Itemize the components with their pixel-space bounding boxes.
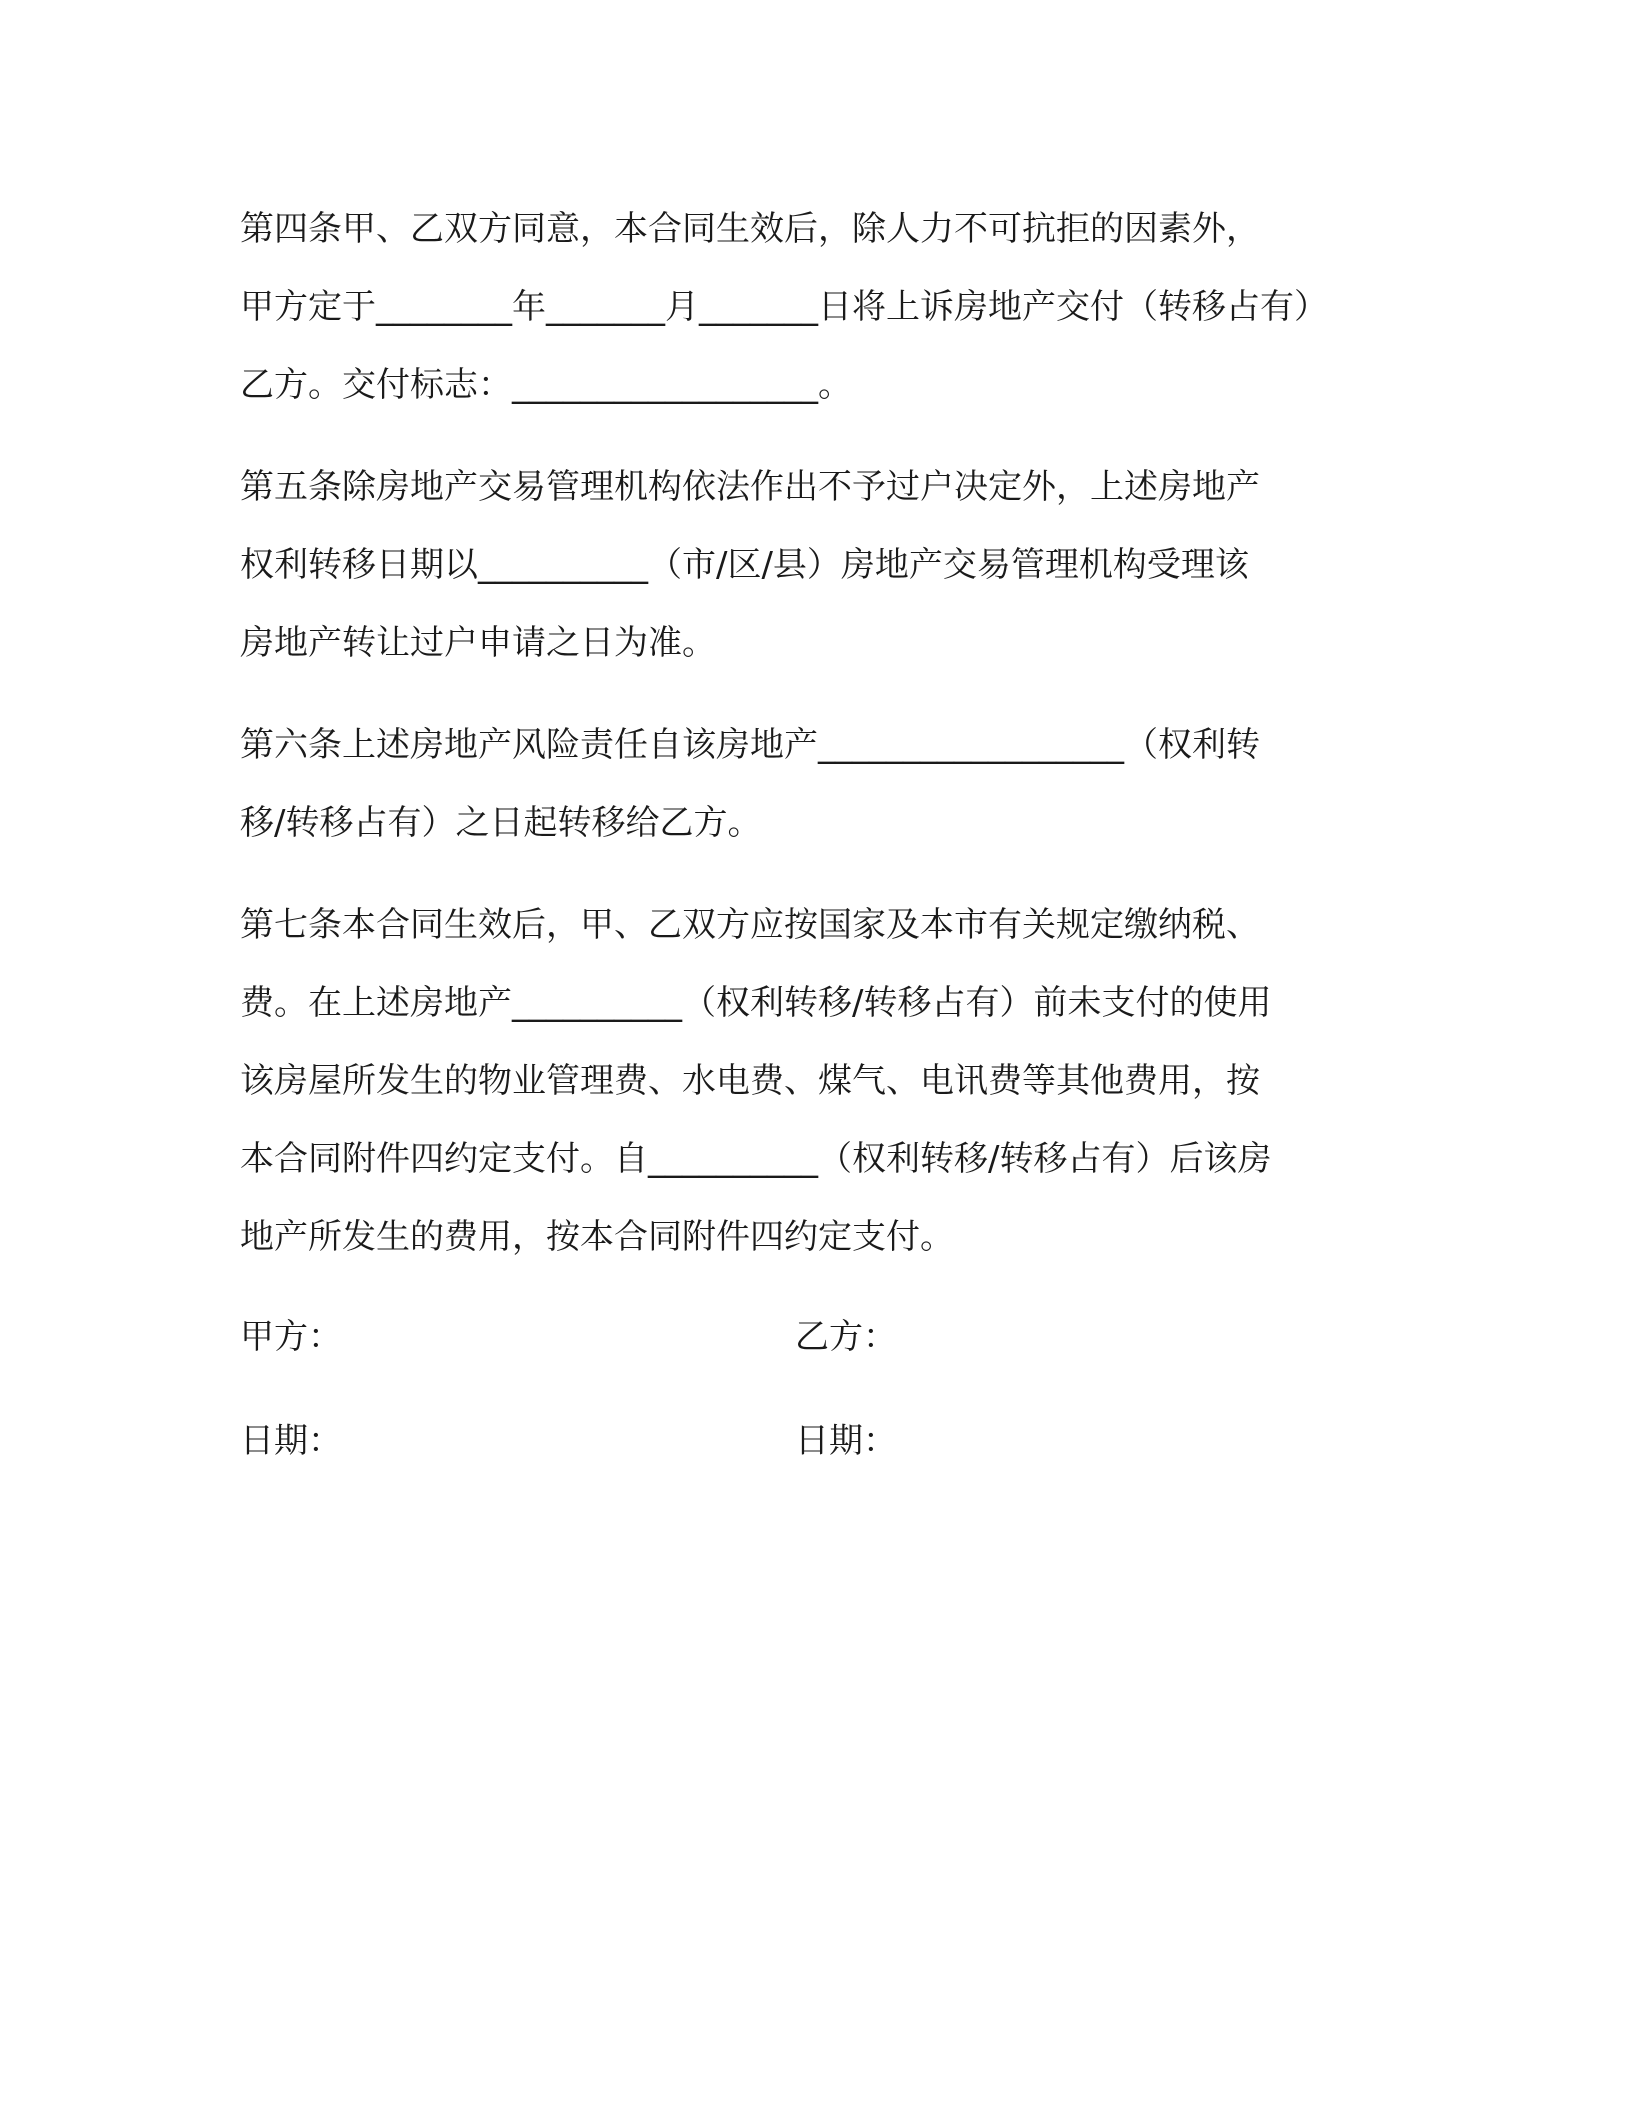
clause-line: 该房屋所发生的物业管理费、水电费、煤气、电讯费等其他费用，按: [240, 1061, 1260, 1101]
clause-7: [240, 886, 1420, 1276]
date-row: [240, 1416, 1420, 1466]
clause-line: 地产所发生的费用，按本合同附件四约定支付。: [240, 1217, 954, 1257]
contract-page: [240, 190, 1420, 1520]
date-b-label: 日期：: [795, 1421, 897, 1461]
date-a-label: 日期：: [240, 1421, 342, 1461]
clause-line: 第七条本合同生效后，甲、乙双方应按国家及本市有关规定缴纳税、: [240, 905, 1260, 945]
clause-line: 费。在上述房地产__________（权利转移/转移占有）前未支付的使用: [240, 983, 1272, 1023]
party-a-label: 甲方：: [240, 1317, 342, 1357]
clause-5: [240, 448, 1420, 682]
clause-line: 房地产转让过户申请之日为准。: [240, 623, 716, 663]
clause-line: 本合同附件四约定支付。自__________（权利转移/转移占有）后该房: [240, 1139, 1272, 1179]
clause-line: 第六条上述房地产风险责任自该房地产__________________（权利转: [240, 725, 1260, 765]
signature-block: [240, 1312, 1420, 1466]
clause-line: 甲方定于________年_______月_______日将上诉房地产交付（转移占有）: [240, 287, 1328, 327]
party-row: [240, 1312, 1420, 1362]
clause-line: 乙方。交付标志：__________________。: [240, 365, 852, 405]
clause-4: [240, 190, 1420, 424]
clause-6: [240, 706, 1420, 862]
clause-line: 移/转移占有）之日起转移给乙方。: [240, 803, 762, 843]
clause-line: 权利转移日期以__________（市/区/县）房地产交易管理机构受理该: [240, 545, 1249, 585]
party-b-label: 乙方：: [795, 1317, 897, 1357]
clause-line: 第四条甲、乙双方同意，本合同生效后，除人力不可抗拒的因素外，: [240, 209, 1260, 249]
clause-line: 第五条除房地产交易管理机构依法作出不予过户决定外，上述房地产: [240, 467, 1260, 507]
